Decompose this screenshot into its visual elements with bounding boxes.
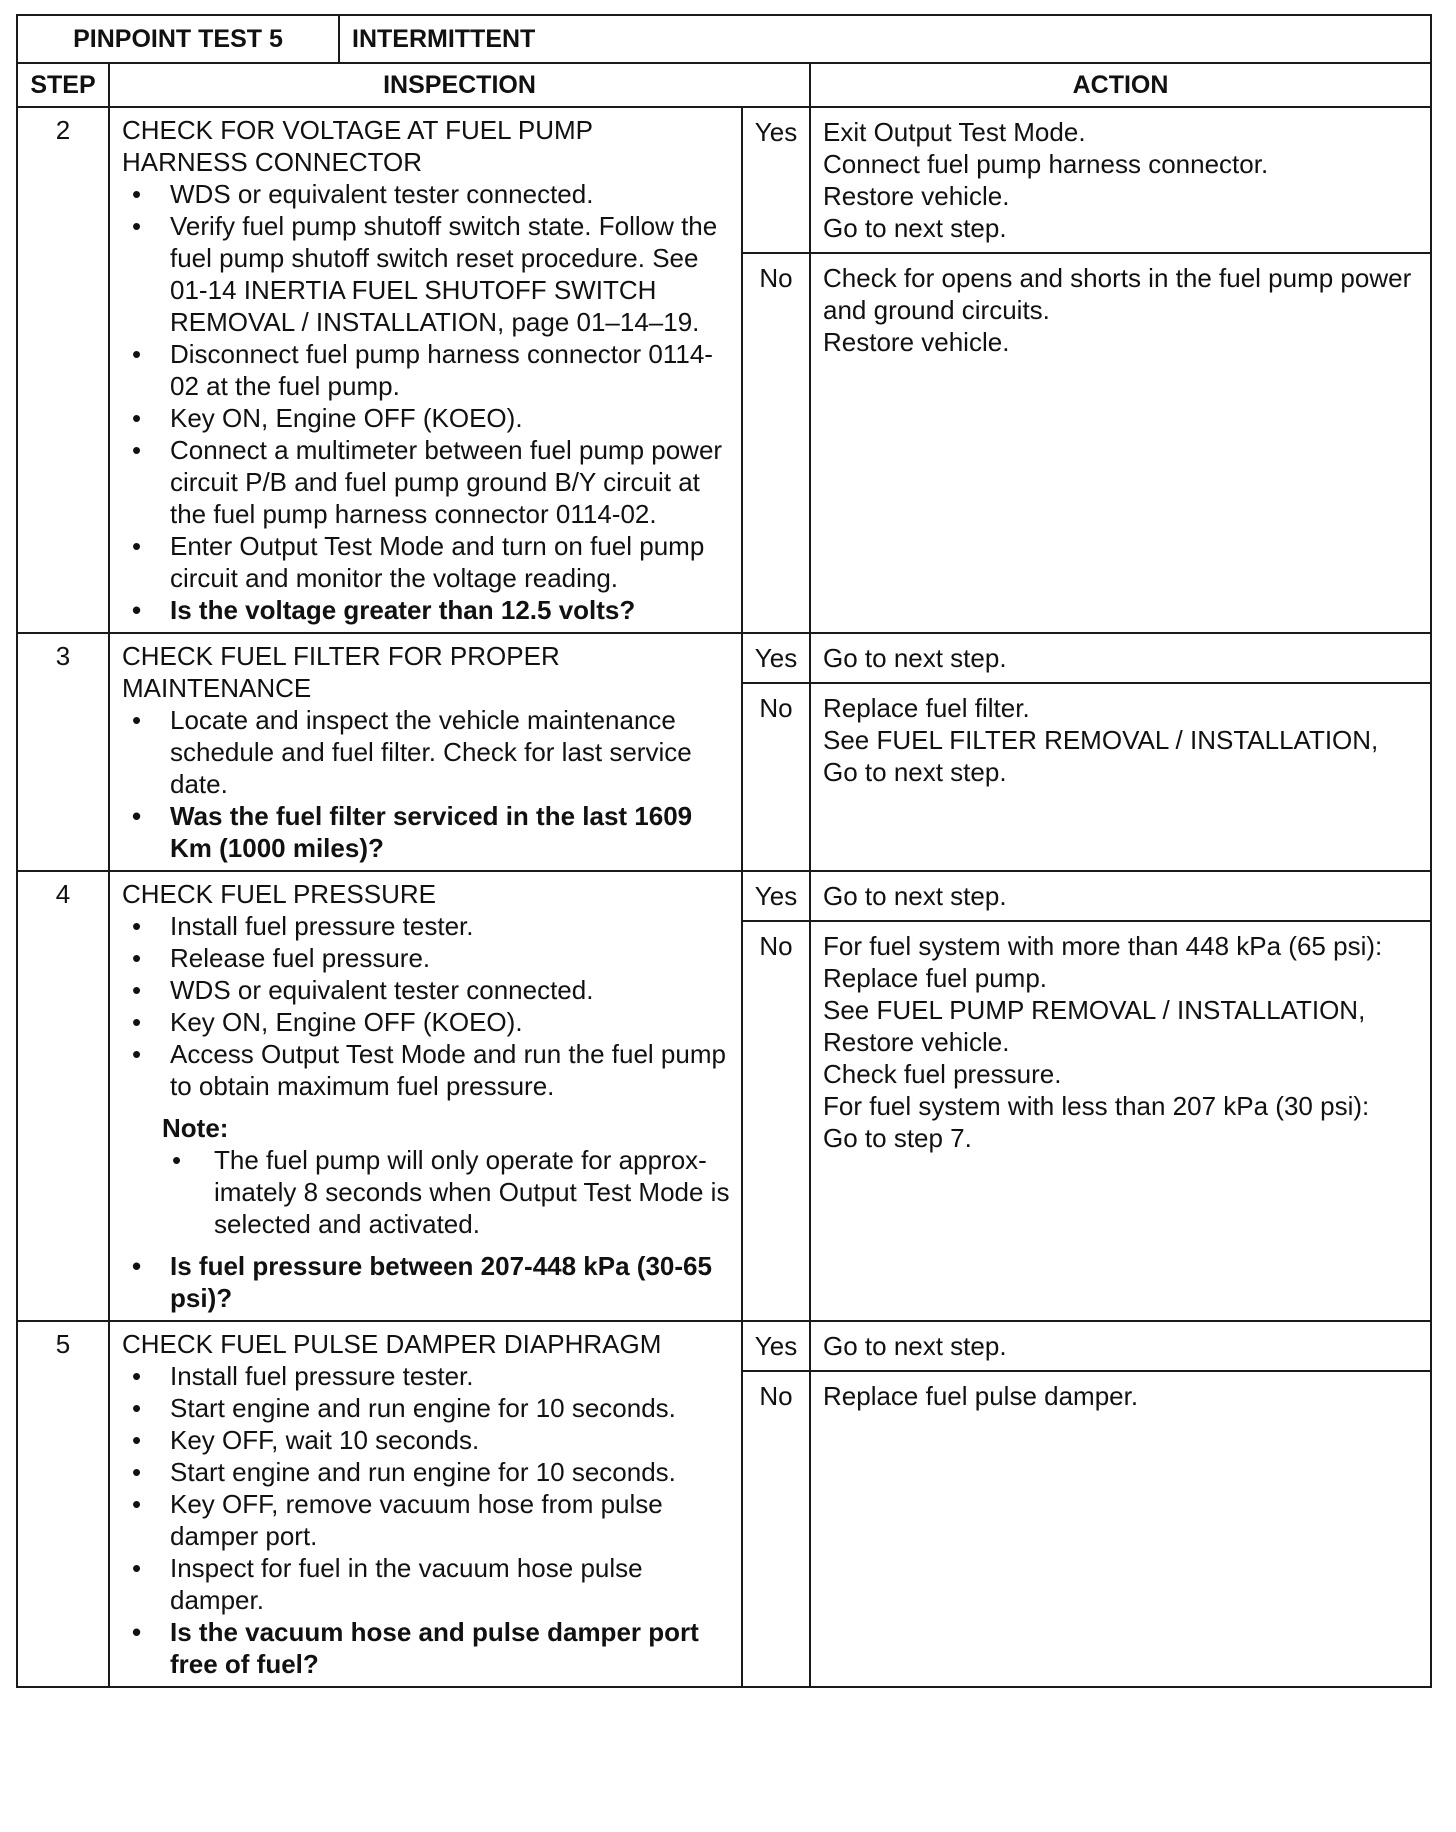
yes-label: Yes: [742, 633, 810, 683]
no-action: [810, 683, 1431, 871]
action-line: Go to next step.: [823, 213, 1007, 243]
inspection-item: • Key OFF, wait 10 seconds.: [122, 1424, 731, 1456]
action-line: Replace fuel pump.: [823, 963, 1048, 993]
step-title-line: CHECK FOR VOLTAGE AT FUEL PUMP: [122, 115, 593, 145]
action-line: See FUEL FILTER REMOVAL / INSTALLATION,: [823, 725, 1379, 755]
step-inspection: [109, 871, 742, 1321]
step-row-2: [17, 107, 1431, 253]
step-title-line: HARNESS CONNECTOR: [122, 147, 423, 177]
inspection-item: • WDS or equivalent tester connected.: [122, 974, 731, 1006]
inspection-question: • Is the voltage greater than 12.5 volts?: [122, 594, 731, 626]
step-inspection: [109, 1321, 742, 1687]
inspection-list: [122, 704, 731, 864]
inspection-list: [122, 1360, 731, 1680]
inspection-item: • Enter Output Test Mode and turn on fuel pump circuit and monitor the voltage reading.: [122, 530, 731, 594]
step-title: [122, 1328, 731, 1360]
step-title-line: CHECK FUEL FILTER FOR PROPER: [122, 641, 560, 671]
yes-action: [810, 871, 1431, 921]
inspection-item: • Disconnect fuel pump harness connector 0114-02 at the fuel pump.: [122, 338, 731, 402]
note-item: • The fuel pump will only operate for approx-imately 8 seconds when Output Test Mode is selected and activated.: [122, 1144, 731, 1240]
step-inspection: [109, 633, 742, 871]
inspection-item: • Key ON, Engine OFF (KOEO).: [122, 402, 731, 434]
no-action: [810, 1371, 1431, 1687]
inspection-question: • Is the vacuum hose and pulse damper port free of fuel?: [122, 1616, 731, 1680]
inspection-item: • Verify fuel pump shutoff switch state. Follow the fuel pump shutoff switch reset procedure. See 01-14 INERTIA FUEL SHUTOFF SWITCH REMOVAL / INSTALLATION, page 01–14–19.: [122, 210, 731, 338]
action-line: Restore vehicle.: [823, 327, 1010, 357]
inspection-item: • Release fuel pressure.: [122, 942, 731, 974]
step-row-3: [17, 633, 1431, 683]
inspection-item: • Start engine and run engine for 10 seconds.: [122, 1456, 731, 1488]
action-line: See FUEL PUMP REMOVAL / INSTALLATION,: [823, 995, 1366, 1025]
action-line: Go to next step.: [823, 757, 1007, 787]
note-label: Note:: [162, 1113, 229, 1143]
step-title-line: MAINTENANCE: [122, 673, 312, 703]
inspection-item: • Start engine and run engine for 10 seconds.: [122, 1392, 731, 1424]
step-title: [122, 114, 731, 178]
step-title-line: CHECK FUEL PRESSURE: [122, 879, 436, 909]
step-column-header: STEP: [17, 63, 109, 107]
action-line: Check fuel pressure.: [823, 1059, 1062, 1089]
action-line: Connect fuel pump harness connector.: [823, 149, 1269, 179]
yes-label: Yes: [742, 107, 810, 253]
no-action: [810, 253, 1431, 633]
inspection-list: [122, 178, 731, 626]
step-inspection: [109, 107, 742, 633]
action-line: Restore vehicle.: [823, 1027, 1010, 1057]
action-line: Go to next step.: [823, 643, 1007, 673]
no-action: [810, 921, 1431, 1321]
inspection-item: • Access Output Test Mode and run the fuel pump to obtain maximum fuel pressure.: [122, 1038, 731, 1102]
action-line: For fuel system with more than 448 kPa (65 psi):: [823, 931, 1383, 961]
action-line: Replace fuel filter.: [823, 693, 1030, 723]
inspection-item: • Key OFF, remove vacuum hose from pulse damper port.: [122, 1488, 731, 1552]
action-line: Go to step 7.: [823, 1123, 972, 1153]
action-line: Go to next step.: [823, 1331, 1007, 1361]
pinpoint-test-table: [16, 14, 1432, 1688]
no-label: No: [742, 921, 810, 1321]
no-label: No: [742, 1371, 810, 1687]
step-title: [122, 640, 731, 704]
pinpoint-test-page: [16, 14, 1430, 1688]
inspection-item: • Connect a multimeter between fuel pump power circuit P/B and fuel pump ground B/Y circuit at the fuel pump harness connector 0114-02.: [122, 434, 731, 530]
inspection-list: [122, 910, 731, 1102]
inspection-item: • Install fuel pressure tester.: [122, 1360, 731, 1392]
inspection-item: • Install fuel pressure tester.: [122, 910, 731, 942]
note-list: [122, 1144, 731, 1240]
action-line: Restore vehicle.: [823, 181, 1010, 211]
test-header: [17, 15, 1431, 63]
step-number: 5: [17, 1321, 109, 1687]
inspection-item: • Inspect for fuel in the vacuum hose pulse damper.: [122, 1552, 731, 1616]
test-type: INTERMITTENT: [352, 25, 536, 53]
no-label: No: [742, 253, 810, 633]
step-title: [122, 878, 731, 910]
step-title-line: CHECK FUEL PULSE DAMPER DIAPHRAGM: [122, 1329, 662, 1359]
action-line: Check for opens and shorts in the fuel pump power and ground circuits.: [823, 263, 1412, 325]
inspection-item: • WDS or equivalent tester connected.: [122, 178, 731, 210]
inspection-item: • Locate and inspect the vehicle maintenance schedule and fuel filter. Check for last service date.: [122, 704, 731, 800]
inspection-item: • Key ON, Engine OFF (KOEO).: [122, 1006, 731, 1038]
action-line: Exit Output Test Mode.: [823, 117, 1086, 147]
yes-action: [810, 633, 1431, 683]
yes-action: [810, 107, 1431, 253]
action-line: Replace fuel pulse damper.: [823, 1381, 1139, 1411]
step-number: 4: [17, 871, 109, 1321]
step-row-4: [17, 871, 1431, 921]
yes-label: Yes: [742, 871, 810, 921]
inspection-question: • Was the fuel filter serviced in the last 1609 Km (1000 miles)?: [122, 800, 731, 864]
step-number: 2: [17, 107, 109, 633]
step-row-5: [17, 1321, 1431, 1371]
yes-label: Yes: [742, 1321, 810, 1371]
test-title: PINPOINT TEST 5: [18, 16, 340, 62]
inspection-list: [122, 1250, 731, 1314]
action-column-header: ACTION: [810, 63, 1431, 107]
inspection-question: • Is fuel pressure between 207-448 kPa (30-65 psi)?: [122, 1250, 731, 1314]
no-label: No: [742, 683, 810, 871]
action-line: Go to next step.: [823, 881, 1007, 911]
inspection-column-header: INSPECTION: [109, 63, 810, 107]
step-number: 3: [17, 633, 109, 871]
yes-action: [810, 1321, 1431, 1371]
action-line: For fuel system with less than 207 kPa (30 psi):: [823, 1091, 1370, 1121]
